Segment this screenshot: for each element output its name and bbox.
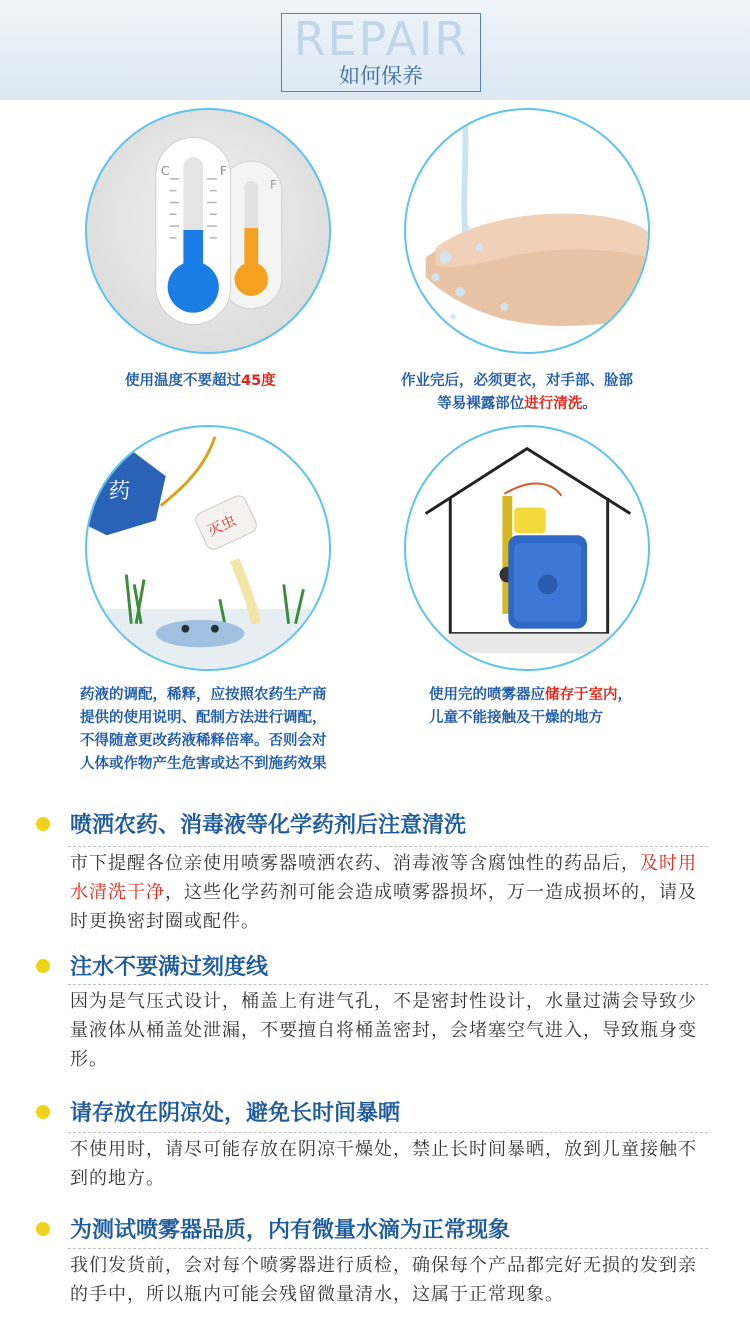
repair-title-box — [281, 13, 481, 92]
section-divider — [68, 984, 708, 985]
tip-wash-line-1: 作业完后，必须更衣，对手部、脸部 — [401, 373, 633, 389]
svg-text:F: F — [269, 177, 277, 192]
repair-title: REPAIR — [293, 12, 469, 66]
section-title: 请存放在阴凉处，避免长时间暴晒 — [70, 1101, 401, 1126]
tip-dilution-line-3: 不得随意更改药液稀释倍率。否则会对 — [80, 733, 327, 749]
svg-text:C: C — [160, 163, 170, 179]
section-body-highlight: 及时用水清洗干净 — [70, 853, 697, 903]
bullet-dot — [36, 817, 50, 831]
tip-wash-line-2-post: 。 — [582, 396, 597, 412]
tip-dilution — [80, 684, 370, 776]
tip-wash-line-2-pre: 等易裸露部位 — [437, 396, 525, 412]
bullet-dot — [36, 1222, 50, 1236]
repair-subtitle: 如何保养 — [339, 64, 423, 88]
tip-storage-line-1-post: ， — [617, 687, 632, 703]
house-sprayer-icon — [404, 425, 650, 671]
tip-wash-line-2 — [377, 393, 657, 416]
section-title: 注水不要满过刻度线 — [70, 955, 269, 980]
tip-wash-hands — [377, 370, 657, 416]
section-body-pre: 市下提醒各位亲使用喷雾器喷洒农药、消毒液等含腐蚀性的药品后， — [70, 853, 640, 874]
section-body: 不使用时，请尽可能存放在阴凉干燥处，禁止长时间暴晒，放到儿童接触不到的地方。 — [70, 1139, 697, 1189]
tip-wash-highlight: 进行清洗 — [524, 396, 583, 412]
tip-temperature-highlight: 45度 — [241, 373, 276, 389]
section-title: 为测试喷雾器品质，内有微量水滴为正常现象 — [70, 1218, 511, 1243]
thermometer-icon — [85, 108, 331, 354]
svg-text:F: F — [219, 163, 228, 179]
bullet-dot — [36, 959, 50, 973]
tank-label: 药 — [108, 478, 131, 504]
header-banner — [0, 0, 750, 100]
hands-washing-icon — [404, 108, 650, 354]
tip-storage-line-1-pre: 使用完的喷雾器应 — [429, 687, 545, 703]
section-body: 我们发货前，会对每个喷雾器进行质检，确保每个产品都完好无损的发到亲的手中，所以瓶内可能会残留微量清水，这属于正常现象。 — [70, 1255, 697, 1305]
tip-dilution-line-4: 人体或作物产生危害或达不到施药效果 — [80, 756, 327, 772]
bullet-dot — [36, 1105, 50, 1119]
section-divider — [68, 1132, 708, 1133]
section-body — [70, 849, 710, 936]
sprayer-cartoon-icon — [85, 425, 331, 671]
section-title: 喷洒农药、消毒液等化学药剂后注意清洗 — [70, 813, 467, 838]
tip-temperature-text: 使用温度不要超过 — [125, 373, 241, 389]
tip-storage-highlight: 储存于室内 — [545, 687, 618, 703]
bottle-label: 灭虫 — [204, 512, 239, 541]
tip-storage-line-1 — [429, 684, 669, 707]
tip-storage — [429, 684, 669, 730]
section-body-post: ，这些化学药剂可能会造成喷雾器损坏，万一造成损坏的，请及时更换密封圈或配件。 — [70, 882, 697, 932]
tip-storage-line-2: 儿童不能接触及干燥的地方 — [429, 710, 603, 726]
section-divider — [68, 846, 708, 847]
tip-temperature — [125, 370, 276, 393]
tip-dilution-line-2: 提供的使用说明、配制方法进行调配， — [80, 710, 327, 726]
section-divider — [68, 1248, 708, 1249]
tip-dilution-line-1: 药液的调配，稀释，应按照农药生产商 — [80, 687, 327, 703]
section-body: 因为是气压式设计，桶盖上有进气孔，不是密封性设计，水量过满会导致少量液体从桶盖处泄漏，不要擅自将桶盖密封，会堵塞空气进入，导致瓶身变形。 — [70, 991, 697, 1070]
